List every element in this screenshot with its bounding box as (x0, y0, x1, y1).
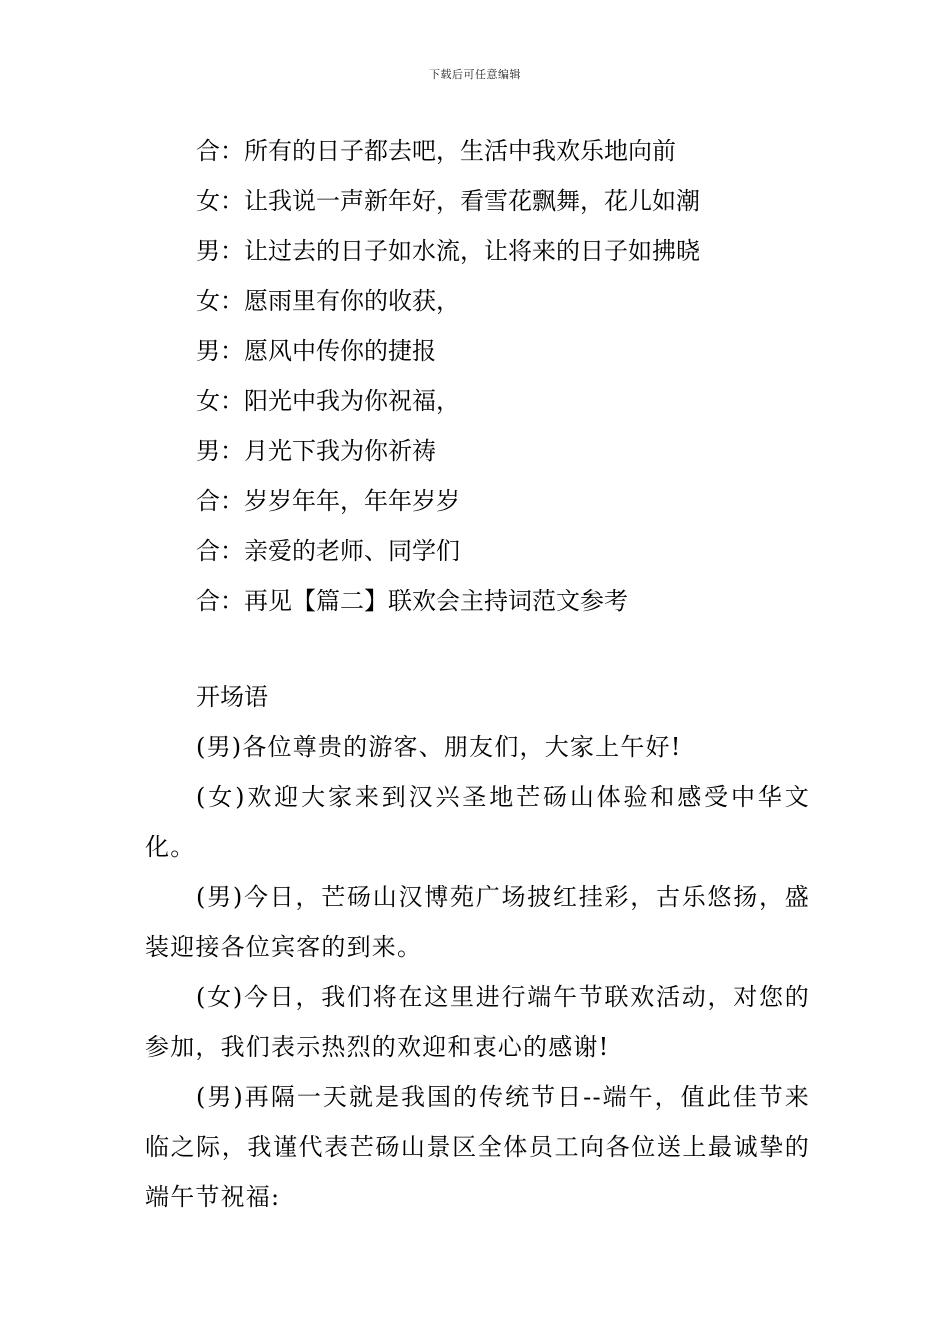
speaker-label: 男： (196, 437, 244, 465)
dialog-line (196, 226, 810, 276)
dialog-line (196, 376, 810, 426)
dialog-line (196, 176, 810, 226)
page-header-note: 下载后可任意编辑 (429, 68, 521, 81)
dialog-text: 岁岁年年，年年岁岁 (244, 487, 460, 515)
dialog-text: 让我说一声新年好，看雪花飘舞，花儿如潮 (244, 187, 700, 215)
dialog-list (196, 126, 810, 626)
dialog-line (196, 326, 810, 376)
paragraph: (男)各位尊贵的游客、朋友们，大家上午好! (196, 733, 682, 761)
speaker-label: 女： (196, 387, 244, 415)
speaker-label: 男： (196, 337, 244, 365)
paragraph: (女)欢迎大家来到汉兴圣地芒砀山体验和感受中华文化。 (145, 783, 810, 861)
dialog-text: 让过去的日子如水流，让将来的日子如拂晓 (244, 237, 700, 265)
speaker-label: 合： (196, 137, 244, 165)
paragraph: (男)今日，芒砀山汉博苑广场披红挂彩，古乐悠扬，盛装迎接各位宾客的到来。 (145, 883, 810, 961)
paragraph: (女)今日，我们将在这里进行端午节联欢活动，对您的参加，我们表示热烈的欢迎和衷心的感谢! (145, 983, 810, 1061)
speaker-label: 合： (196, 487, 244, 515)
paragraph: (男)再隔一天就是我国的传统节日--端午，值此佳节来临之际，我谨代表芒砀山景区全体员工向各位送上最诚挚的端午节祝福: (145, 1083, 810, 1211)
dialog-line (196, 426, 810, 476)
dialog-text: 愿雨里有你的收获， (244, 287, 460, 315)
speaker-label: 女： (196, 187, 244, 215)
dialog-line (196, 276, 810, 326)
dialog-text: 愿风中传你的捷报 (244, 337, 436, 365)
dialog-text: 再见【篇二】联欢会主持词范文参考 (244, 587, 628, 615)
speaker-label: 男： (196, 237, 244, 265)
opening-section (145, 672, 810, 1222)
dialog-line (196, 126, 810, 176)
dialog-line (196, 526, 810, 576)
section-heading: 开场语 (196, 683, 268, 711)
dialog-line (196, 576, 810, 626)
dialog-line (196, 476, 810, 526)
speaker-label: 女： (196, 287, 244, 315)
speaker-label: 合： (196, 537, 244, 565)
dialog-text: 所有的日子都去吧，生活中我欢乐地向前 (244, 137, 676, 165)
dialog-text: 亲爱的老师、同学们 (244, 537, 460, 565)
dialog-text: 月光下我为你祈祷 (244, 437, 436, 465)
speaker-label: 合： (196, 587, 244, 615)
dialog-text: 阳光中我为你祝福， (244, 387, 460, 415)
